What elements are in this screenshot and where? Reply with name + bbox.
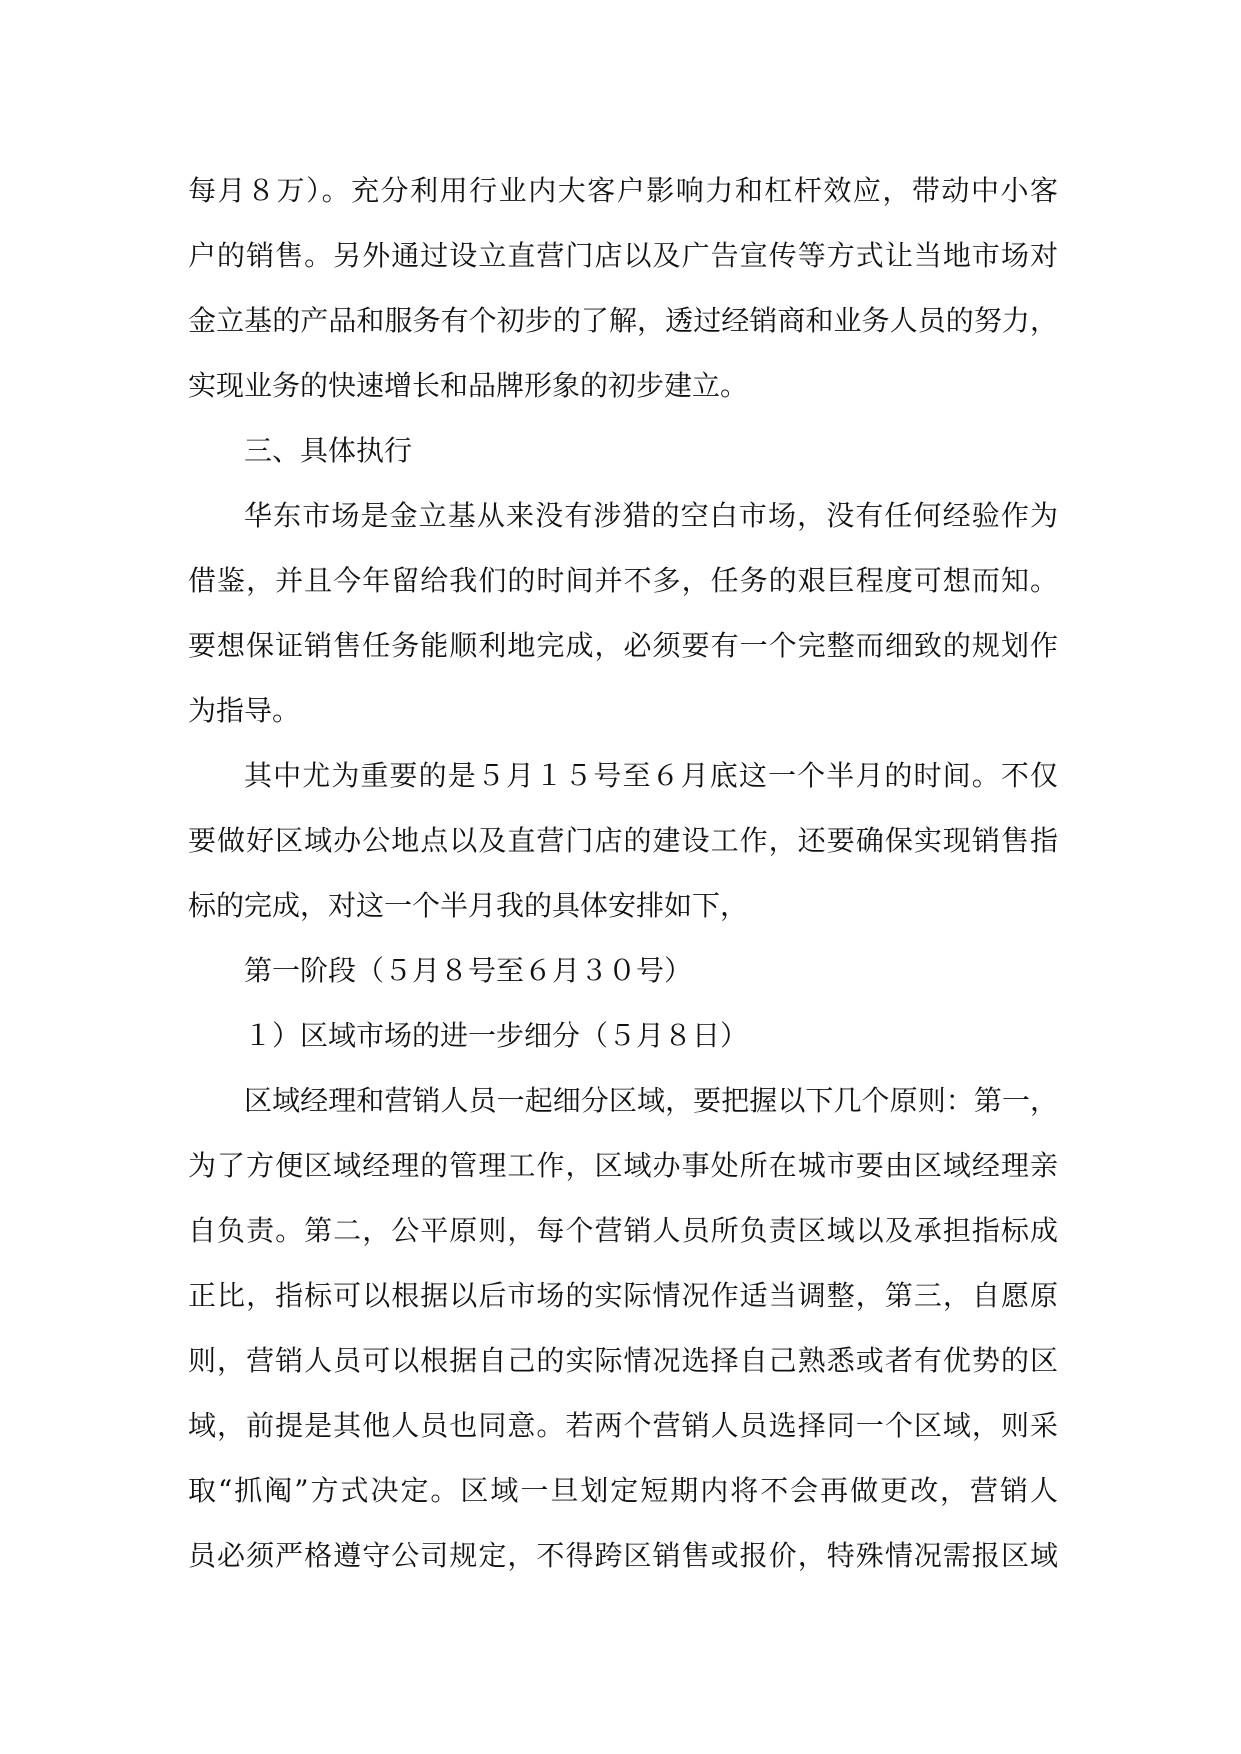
text-line: 域，前提是其他人员也同意。若两个营销人员选择同一个区域，则采 — [188, 1409, 1058, 1442]
text-line: 区域经理和营销人员一起细分区域，要把握以下几个原则：第一， — [244, 1084, 1058, 1117]
text-line: 要想保证销售任务能顺利地完成，必须要有一个完整而细致的规划作 — [188, 629, 1058, 662]
text-line: 要做好区域办公地点以及直营门店的建设工作，还要确保实现销售指 — [188, 824, 1058, 857]
text-line: 三、具体执行 — [244, 434, 413, 467]
text-line: 金立基的产品和服务有个初步的了解，透过经销商和业务人员的努力， — [188, 304, 1058, 337]
text-line: １）区域市场的进一步细分（５月８日） — [244, 1019, 749, 1052]
text-line: 员必须严格遵守公司规定，不得跨区销售或报价，特殊情况需报区域 — [188, 1539, 1058, 1572]
text-line: 取“抓阄”方式决定。区域一旦划定短期内将不会再做更改，营销人 — [188, 1474, 1058, 1507]
text-line: 实现业务的快速增长和品牌形象的初步建立。 — [188, 369, 749, 402]
text-line: 为指导。 — [188, 694, 301, 727]
text-line: 其中尤为重要的是５月１５号至６月底这一个半月的时间。不仅 — [244, 759, 1058, 792]
text-line: 借鉴，并且今年留给我们的时间并不多，任务的艰巨程度可想而知。 — [188, 564, 1058, 597]
text-line: 第一阶段（５月８号至６月３０号） — [244, 954, 693, 987]
text-line: 华东市场是金立基从来没有涉猎的空白市场，没有任何经验作为 — [244, 499, 1058, 532]
text-line: 标的完成，对这一个半月我的具体安排如下， — [188, 889, 749, 922]
text-line: 则，营销人员可以根据自己的实际情况选择自己熟悉或者有优势的区 — [188, 1344, 1058, 1377]
text-line: 自负责。第二，公平原则，每个营销人员所负责区域以及承担指标成 — [188, 1214, 1058, 1247]
text-line: 每月８万）。充分利用行业内大客户影响力和杠杆效应，带动中小客 — [188, 174, 1058, 207]
text-line: 户的销售。另外通过设立直营门店以及广告宣传等方式让当地市场对 — [188, 239, 1058, 272]
text-line: 为了方便区域经理的管理工作，区域办事处所在城市要由区域经理亲 — [188, 1149, 1058, 1182]
document-body — [188, 158, 1058, 1588]
text-line: 正比，指标可以根据以后市场的实际情况作适当调整，第三，自愿原 — [188, 1279, 1058, 1312]
